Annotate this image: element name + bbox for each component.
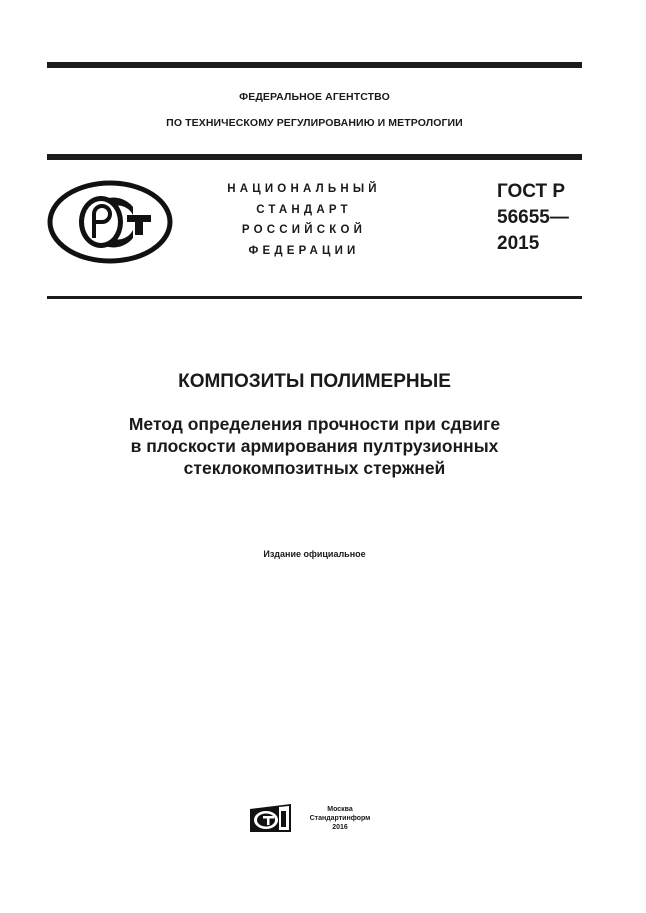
header-bottom-rule bbox=[47, 154, 582, 160]
national-line-1: НАЦИОНАЛЬНЫЙ bbox=[227, 183, 381, 195]
national-standard-label bbox=[218, 179, 390, 261]
publication-year: 2016 bbox=[332, 824, 348, 831]
top-rule bbox=[47, 62, 582, 68]
national-line-2: СТАНДАРТ bbox=[256, 203, 352, 216]
agency-line-2: ПО ТЕХНИЧЕСКОМУ РЕГУЛИРОВАНИЮ И МЕТРОЛОГИИ bbox=[166, 117, 463, 129]
publisher-city: Москва bbox=[327, 806, 353, 813]
subtitle-line-3: стеклокомпозитных стержней bbox=[183, 458, 446, 478]
publisher-name: Стандартинформ bbox=[309, 815, 371, 822]
gost-prefix: ГОСТ Р bbox=[497, 181, 566, 202]
standartinform-logo-icon bbox=[249, 803, 292, 833]
national-line-3: РОССИЙСКОЙ bbox=[241, 224, 367, 236]
publisher-imprint bbox=[295, 805, 385, 832]
document-subtitle bbox=[47, 413, 582, 479]
gost-year: 2015 bbox=[497, 233, 540, 254]
agency-line-1: ФЕДЕРАЛЬНОЕ АГЕНТСТВО bbox=[239, 91, 390, 103]
edition-label: Издание официальное bbox=[263, 549, 366, 559]
standard-block-bottom-rule bbox=[47, 296, 582, 299]
rst-gost-logo-icon bbox=[47, 180, 173, 264]
gost-code: 56655— bbox=[497, 207, 569, 228]
gost-number bbox=[497, 179, 569, 257]
document-title: КОМПОЗИТЫ ПОЛИМЕРНЫЕ bbox=[178, 371, 451, 392]
national-line-4: ФЕДЕРАЦИИ bbox=[248, 244, 360, 257]
subtitle-line-2: в плоскости армирования пултрузионных bbox=[130, 436, 499, 456]
subtitle-line-1: Метод определения прочности при сдвиге bbox=[128, 414, 501, 434]
